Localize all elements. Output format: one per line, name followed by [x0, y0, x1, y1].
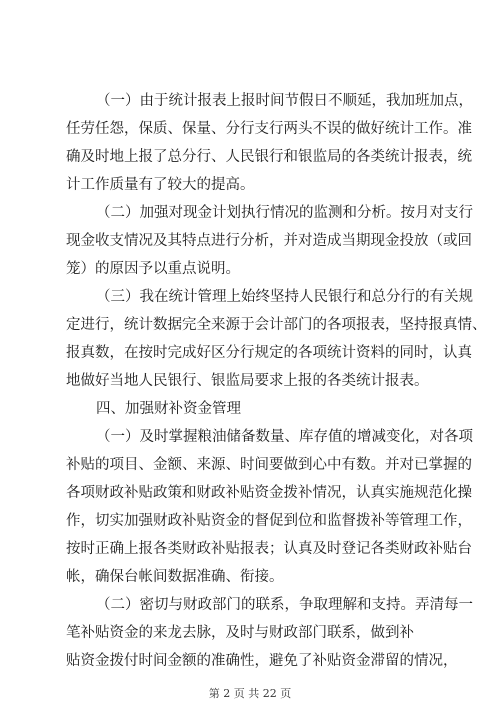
- text-line: （一）由于统计报表上报时间节假日不顺延，我加班加点，: [96, 93, 473, 109]
- text-line: 定进行，统计数据完全来源于会计部门的各项报表，坚持报真情、: [66, 317, 487, 333]
- text-line: （一）及时掌握粮油储备数量、库存值的增减变化，对各项: [96, 429, 473, 445]
- page-number-footer: 第 2 页 共 22 页: [208, 687, 292, 700]
- text-line: 确及时地上报了总分行、人民银行和银监局的各类统计报表，统: [66, 149, 472, 165]
- text-line: （二）密切与财政部门的联系，争取理解和支持。弄清每一: [96, 597, 473, 613]
- text-line: （三）我在统计管理上始终坚持人民银行和总分行的有关规: [96, 289, 473, 305]
- text-line: 地做好当地人民银行、银监局要求上报的各类统计报表。: [66, 373, 429, 389]
- text-line: 笔补贴资金的来龙去脉，及时与财政部门联系，做到补: [66, 625, 414, 641]
- section-heading: 四、加强财补资金管理: [96, 401, 241, 417]
- text-line: 笼）的原因予以重点说明。: [66, 261, 240, 277]
- text-line: 现金收支情况及其特点进行分析，并对造成当期现金投放（或回: [66, 233, 472, 249]
- text-line: 按时正确上报各类财政补贴报表；认真及时登记各类财政补贴台: [66, 541, 472, 557]
- text-line: 各项财政补贴政策和财政补贴资金拨补情况，认真实施规范化操: [66, 485, 472, 501]
- text-line: （二）加强对现金计划执行情况的监测和分析。按月对支行: [96, 205, 473, 221]
- text-line: 报真数，在按时完成好区分行规定的各项统计资料的同时，认真: [66, 345, 472, 361]
- text-line: 作，切实加强财政补贴资金的督促到位和监督拨补等管理工作，: [66, 513, 472, 529]
- text-line: 计工作质量有了较大的提高。: [66, 177, 255, 193]
- text-line: 帐，确保台帐间数据准确、衔接。: [66, 569, 284, 585]
- text-line: 贴资金拨付时间金额的准确性，避免了补贴资金滞留的情况，: [66, 653, 458, 669]
- text-line: 任劳任怨，保质、保量、分行支行两头不误的做好统计工作。准: [66, 121, 472, 137]
- text-line: 补贴的项目、金额、来源、时间要做到心中有数。并对已掌握的: [66, 457, 472, 473]
